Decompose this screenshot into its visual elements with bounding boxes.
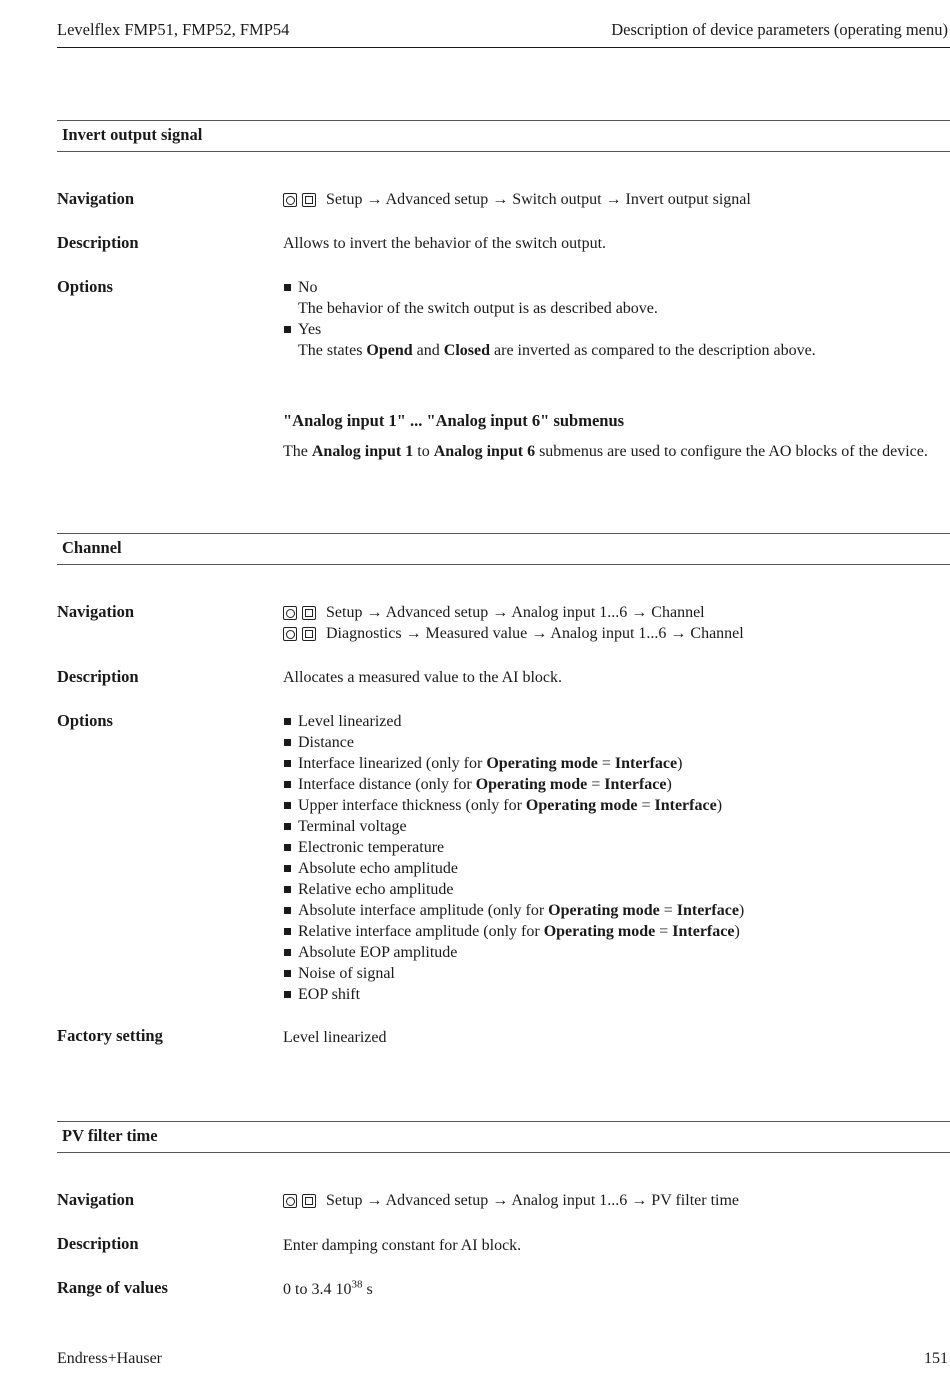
operating-tool-icon xyxy=(302,606,316,620)
list-item: Electronic temperature xyxy=(283,837,744,858)
description-label: Description xyxy=(57,1234,139,1253)
navigation-label: Navigation xyxy=(57,602,135,621)
header-section: Description of device parameters (operating menu) xyxy=(611,20,948,39)
factory-setting-value: Level linearized xyxy=(283,1029,387,1046)
navigation-label: Navigation xyxy=(57,1190,135,1209)
factory-setting-label: Factory setting xyxy=(57,1026,163,1045)
section-title-pv-filter-time: PV filter time xyxy=(62,1126,158,1145)
operating-tool-icon xyxy=(302,627,316,641)
list-item: Relative interface amplitude (only for Operating mode = Interface) xyxy=(283,921,744,942)
header-divider xyxy=(57,47,950,48)
range-of-values-label: Range of values xyxy=(57,1278,168,1297)
submenu-description: The Analog input 1 to Analog input 6 submenus are used to configure the AO blocks of the device. xyxy=(283,443,928,460)
page-number: 151 xyxy=(924,1350,948,1367)
footer-brand: Endress+Hauser xyxy=(57,1350,162,1367)
list-item: Interface distance (only for Operating mode = Interface) xyxy=(283,774,744,795)
options-list xyxy=(283,711,744,1005)
list-item: Level linearized xyxy=(283,711,744,732)
navigation-path-text: Setup → Advanced setup → Analog input 1...6 → Channel xyxy=(326,604,705,621)
description-text: Allows to invert the behavior of the switch output. xyxy=(283,235,607,252)
description-text: Allocates a measured value to the AI block. xyxy=(283,669,563,686)
header-title: Levelflex FMP51, FMP52, FMP54 xyxy=(57,20,290,39)
navigation-label: Navigation xyxy=(57,189,135,208)
list-item: Upper interface thickness (only for Operating mode = Interface) xyxy=(283,795,744,816)
navigation-path xyxy=(283,189,751,210)
option-description: The behavior of the switch output is as described above. xyxy=(298,300,658,317)
operating-tool-icon xyxy=(302,1194,316,1208)
display-icon xyxy=(283,627,297,641)
options-label: Options xyxy=(57,277,113,296)
section-divider-bottom xyxy=(57,564,950,565)
options-label: Options xyxy=(57,711,113,730)
section-divider-bottom xyxy=(57,151,950,152)
display-icon xyxy=(283,606,297,620)
navigation-path-text: Diagnostics → Measured value → Analog input 1...6 → Channel xyxy=(326,625,744,642)
description-text: Enter damping constant for AI block. xyxy=(283,1237,522,1254)
list-item: Relative echo amplitude xyxy=(283,879,744,900)
submenu-heading: "Analog input 1" ... "Analog input 6" submenus xyxy=(283,411,625,430)
section-divider-top xyxy=(57,1121,950,1122)
option-description: The states Opend and Closed are inverted as compared to the description above. xyxy=(298,342,816,359)
section-divider-top xyxy=(57,120,950,121)
navigation-path-text: Setup → Advanced setup → Switch output → Invert output signal xyxy=(326,191,751,208)
description-label: Description xyxy=(57,233,139,252)
list-item: EOP shift xyxy=(283,984,744,1005)
navigation-path xyxy=(283,1190,739,1211)
operating-tool-icon xyxy=(302,193,316,207)
list-item: Interface linearized (only for Operating mode = Interface) xyxy=(283,753,744,774)
list-item: Noise of signal xyxy=(283,963,744,984)
section-title-channel: Channel xyxy=(62,538,122,557)
list-item: Yes xyxy=(283,319,816,340)
section-divider-top xyxy=(57,533,950,534)
section-divider-bottom xyxy=(57,1152,950,1153)
list-item: Distance xyxy=(283,732,744,753)
list-item: Absolute EOP amplitude xyxy=(283,942,744,963)
description-label: Description xyxy=(57,667,139,686)
navigation-path xyxy=(283,602,744,644)
display-icon xyxy=(283,193,297,207)
navigation-path-text: Setup → Advanced setup → Analog input 1...6 → PV filter time xyxy=(326,1192,739,1209)
range-of-values-value: 0 to 3.4 $10^{38}$ s xyxy=(283,1278,373,1298)
list-item: Terminal voltage xyxy=(283,816,744,837)
list-item: Absolute echo amplitude xyxy=(283,858,744,879)
options-list xyxy=(283,277,816,361)
section-title-invert-output-signal: Invert output signal xyxy=(62,125,203,144)
list-item: No xyxy=(283,277,816,298)
display-icon xyxy=(283,1194,297,1208)
list-item: Absolute interface amplitude (only for Operating mode = Interface) xyxy=(283,900,744,921)
